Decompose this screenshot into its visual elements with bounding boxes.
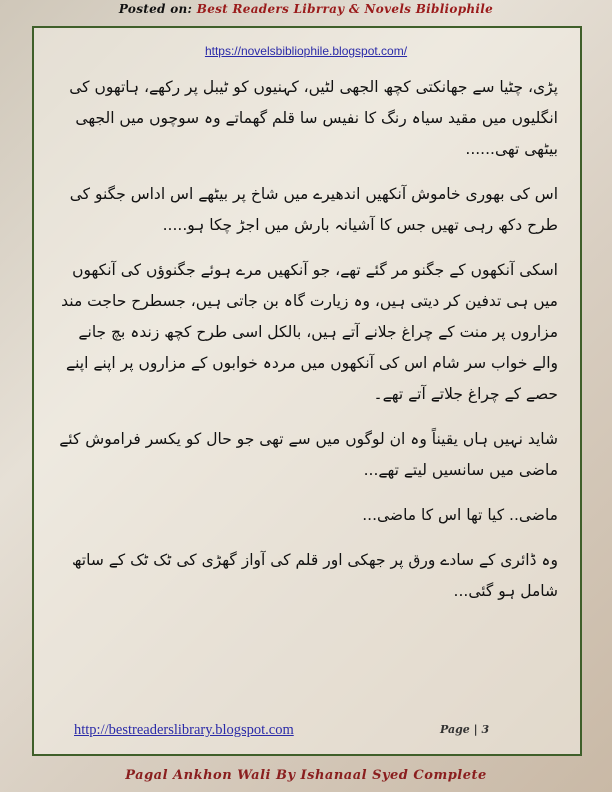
paragraph-6: وہ ڈائری کے سادے ورق پر جھکی اور قلم کی آواز گھڑی کی ٹک ٹک کے ساتھ شامل ہو گئی... — [71, 551, 558, 600]
footer-blog-link[interactable]: http://bestreaderslibrary.blogspot.com — [74, 722, 294, 738]
paragraph-3: اسکی آنکھوں کے جگنو مر گئے تھے، جو آنکھیں مرے ہوئے جگنوؤں کی آنکھوں میں ہی تدفین کر دیتی ہیں، وہ زیارت گاہ بن جاتی ہیں، جسطرح حاجت مند مزاروں پر منت کے چراغ جلانے آتے ہیں، بالکل اسی طرح کچھ زندہ بچ جانے والے خواب سر شام اس کی آنکھوں میں مردہ خوابوں کے مزاروں پر اپنے اپنے حصے کے چراغ جلاتے آتے تھے۔ — [61, 261, 558, 403]
paragraph-4: شاید نہیں ہاں یقیناً وہ ان لوگوں میں سے تھی جو حال کو یکسر فراموش کئے ماضی میں سانسیں لیتے تھے... — [59, 430, 558, 479]
posted-on-header — [0, 2, 612, 16]
posted-on-label: Posted on: — [118, 2, 193, 16]
book-title-footer: Pagal Ankhon Wali By Ishanaal Syed Complete — [125, 768, 487, 783]
page-number — [440, 723, 489, 736]
page-label: Page — [440, 723, 470, 736]
paragraph-5: ماضی.. کیا تھا اس کا ماضی... — [362, 506, 558, 524]
page-separator: | — [473, 723, 478, 736]
page-number-value: 3 — [481, 723, 490, 736]
paragraph-1: پڑی، چٹیا سے جھانکتی کچھ الجھی لٹیں، کہنیوں کو ٹیبل پر رکھے، ہاتھوں کی انگلیوں میں مقید سیاہ رنگ کا نفیس سا قلم گھماتے وہ سوچوں میں الجھی بیٹھی تھی...... — [69, 78, 558, 158]
paragraph-2: اس کی بھوری خاموش آنکھیں اندھیرے میں شاخ پر بیٹھے اس اداس جگنو کی طرح دکھ رہی تھیں جس کا آشیانہ بارش میں اجڑ چکا ہو..... — [69, 185, 558, 234]
novel-text — [58, 72, 558, 621]
top-blog-link[interactable]: https://novelsbibliophile.blogspot.com/ — [204, 44, 408, 58]
site-name: Best Readers Librray & Novels Bibliophile — [196, 2, 494, 16]
